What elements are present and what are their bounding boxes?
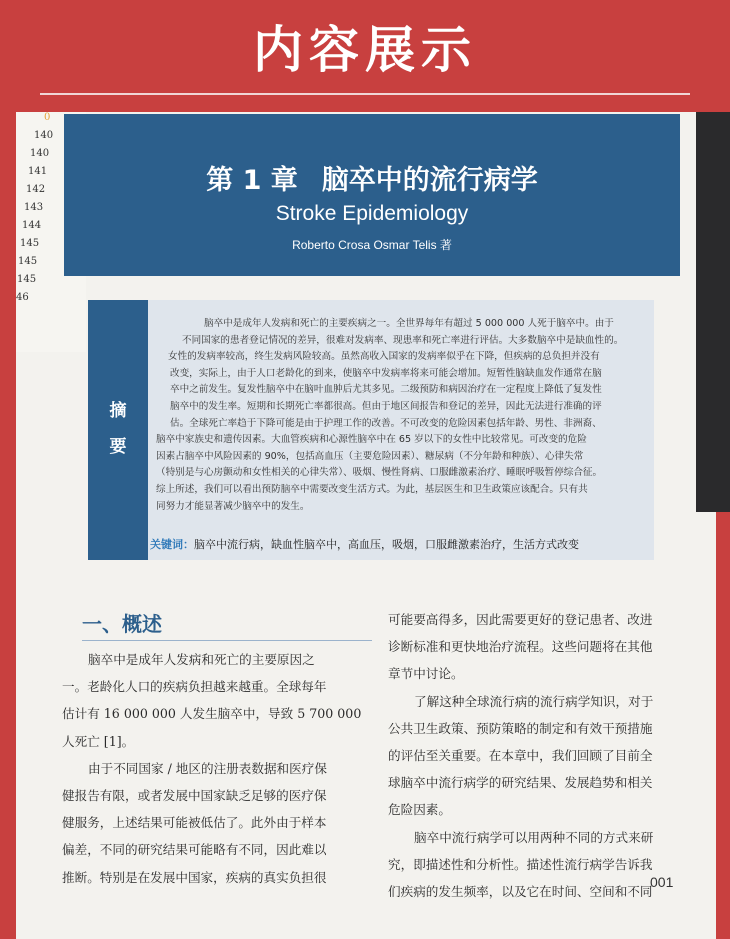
keywords [150, 536, 650, 552]
abstract-line: 脑卒中家族史和遗传因素。大血管疾病和心源性脑卒中在 65 岁以下的女性中比较常见。可改变的危险 [156, 434, 587, 446]
body-line: 估计有 16 000 000 人发生脑卒中，导致 5 700 000 [62, 706, 362, 722]
section-divider [82, 640, 372, 641]
abstract-label [88, 300, 148, 560]
body-line: 危险因素。 [388, 802, 451, 818]
prev-page-number: 140 [34, 130, 54, 141]
abstract-box [88, 300, 654, 560]
body-line: 健服务，上述结果可能被低估了。此外由于样本 [62, 815, 327, 831]
abstract-line: 改变，实际上，由于人口老龄化的到来，使脑卒中发病率将来可能会增加。短暂性脑缺血发作通常在脑 [170, 367, 602, 379]
body-line: 究，即描述性和分析性。描述性流行病学告诉我 [388, 856, 653, 872]
abstract-label-char: 摘 [109, 401, 127, 421]
abstract-line: 同努力才能显著减少脑卒中的发生。 [156, 500, 310, 512]
body-line: 可能要高得多，因此需要更好的登记患者、改进 [388, 612, 653, 627]
chapter-number: 第 1 章 [206, 165, 298, 196]
abstract-text [156, 316, 642, 515]
body-line: 脑卒中是成年人发病和死亡的主要原因之 [88, 652, 315, 667]
body-line: 了解这种全球流行病的流行病学知识，对于 [414, 693, 654, 709]
prev-page-number: 141 [28, 166, 48, 177]
chapter-header [64, 114, 680, 276]
prev-page-number: 145 [20, 238, 40, 249]
body-line: 章节中讨论。 [388, 666, 464, 682]
chapter-subtitle: Stroke Epidemiology [275, 202, 469, 225]
body-line: 人死亡 [1]。 [62, 733, 135, 749]
banner-divider [40, 93, 690, 95]
page-number: 001 [650, 874, 674, 890]
body-line: 公共卫生政策、预防策略的制定和有效干预措施 [388, 720, 653, 736]
body-line: 推断。特别是在发展中国家，疾病的真实负担很 [62, 869, 327, 885]
abstract-line: 脑卒中的发生率。短期和长期死亡率都很高。但由于地区间报告和登记的差异，因此无法进行准确的评 [170, 400, 602, 412]
prev-page-number: 140 [30, 148, 50, 159]
prev-page-number: 144 [22, 220, 42, 231]
banner-title: 内容展示 [253, 21, 477, 79]
body-line: 一。老龄化人口的疾病负担越来越重。全球每年 [62, 679, 327, 695]
prev-page-number: 145 [17, 274, 37, 285]
abstract-line: 估。全球死亡率趋于下降可能是由于护理工作的改善。不可改变的危险因素包括年龄、男性、非洲裔、 [170, 417, 602, 429]
body-line: 诊断标准和更快地治疗流程。这些问题将在其他 [388, 639, 653, 655]
abstract-line: 因素占脑卒中风险因素的 90%，包括高血压（主要危险因素）、糖尿病（不分年龄和种族）、心律失常 [156, 450, 584, 462]
abstract-line: 女性的发病率较高，终生发病风险较高。虽然高收入国家的发病率似乎在下降，但疾病的总负担并没有 [168, 351, 600, 363]
body-line: 脑卒中流行病学可以用两种不同的方式来研 [414, 829, 654, 845]
prev-page-number: 142 [26, 184, 46, 195]
section-heading: 一、概述 [82, 612, 162, 636]
banner [0, 0, 730, 92]
left-column [62, 646, 367, 891]
abstract-line: 卒中之前发生。复发性脑卒中在脑叶血肿后尤其多见。二级预防和病因治疗在一定程度上降低了复发性 [170, 384, 602, 396]
chapter-title [64, 158, 680, 197]
abstract-line: （特别是与心房颤动和女性相关的心律失常）、吸烟、慢性肾病、口服雌激素治疗、睡眠呼吸暂停综合征。 [156, 467, 603, 479]
abstract-line: 不同国家的患者登记情况的差异，很难对发病率、现患率和死亡率进行评估。大多数脑卒中是缺血性的。 [182, 334, 624, 346]
body-line: 球脑卒中流行病学的研究结果、发展趋势和相关 [388, 775, 653, 791]
prev-page-number: 145 [18, 256, 38, 267]
right-column [388, 606, 688, 905]
body-line: 健报告有限，或者发展中国家缺乏足够的医疗保 [62, 787, 327, 803]
body-line: 偏差，不同的研究结果可能略有不同，因此难以 [62, 842, 327, 858]
chapter-title-text: 脑卒中的流行病学 [321, 165, 538, 196]
prev-page-number: 143 [24, 202, 44, 213]
body-line: 们疾病的发生频率，以及它在时间、空间和不同 [388, 883, 653, 899]
keywords-text: 脑卒中流行病，缺血性脑卒中，高血压，吸烟，口服雌激素治疗，生活方式改变 [194, 538, 579, 551]
keywords-label: 关键词： [150, 538, 194, 551]
dark-background [696, 112, 730, 512]
prev-page-number: 0 [44, 112, 51, 123]
chapter-authors: Roberto Crosa Osmar Telis 著 [292, 238, 452, 252]
body-line: 由于不同国家 / 地区的注册表数据和医疗保 [88, 760, 327, 776]
prev-page-number: 46 [16, 292, 29, 303]
abstract-line: 脑卒中是成年人发病和死亡的主要疾病之一。全世界每年有超过 5 000 000 人死于脑卒中。由于 [204, 318, 614, 329]
abstract-line: 综上所述，我们可以看出预防脑卒中需要改变生活方式。为此，基层医生和卫生政策应该配合。只有共 [156, 483, 588, 495]
abstract-label-char: 要 [109, 437, 127, 457]
body-line: 的评估至关重要。在本章中，我们回顾了目前全 [388, 747, 653, 763]
